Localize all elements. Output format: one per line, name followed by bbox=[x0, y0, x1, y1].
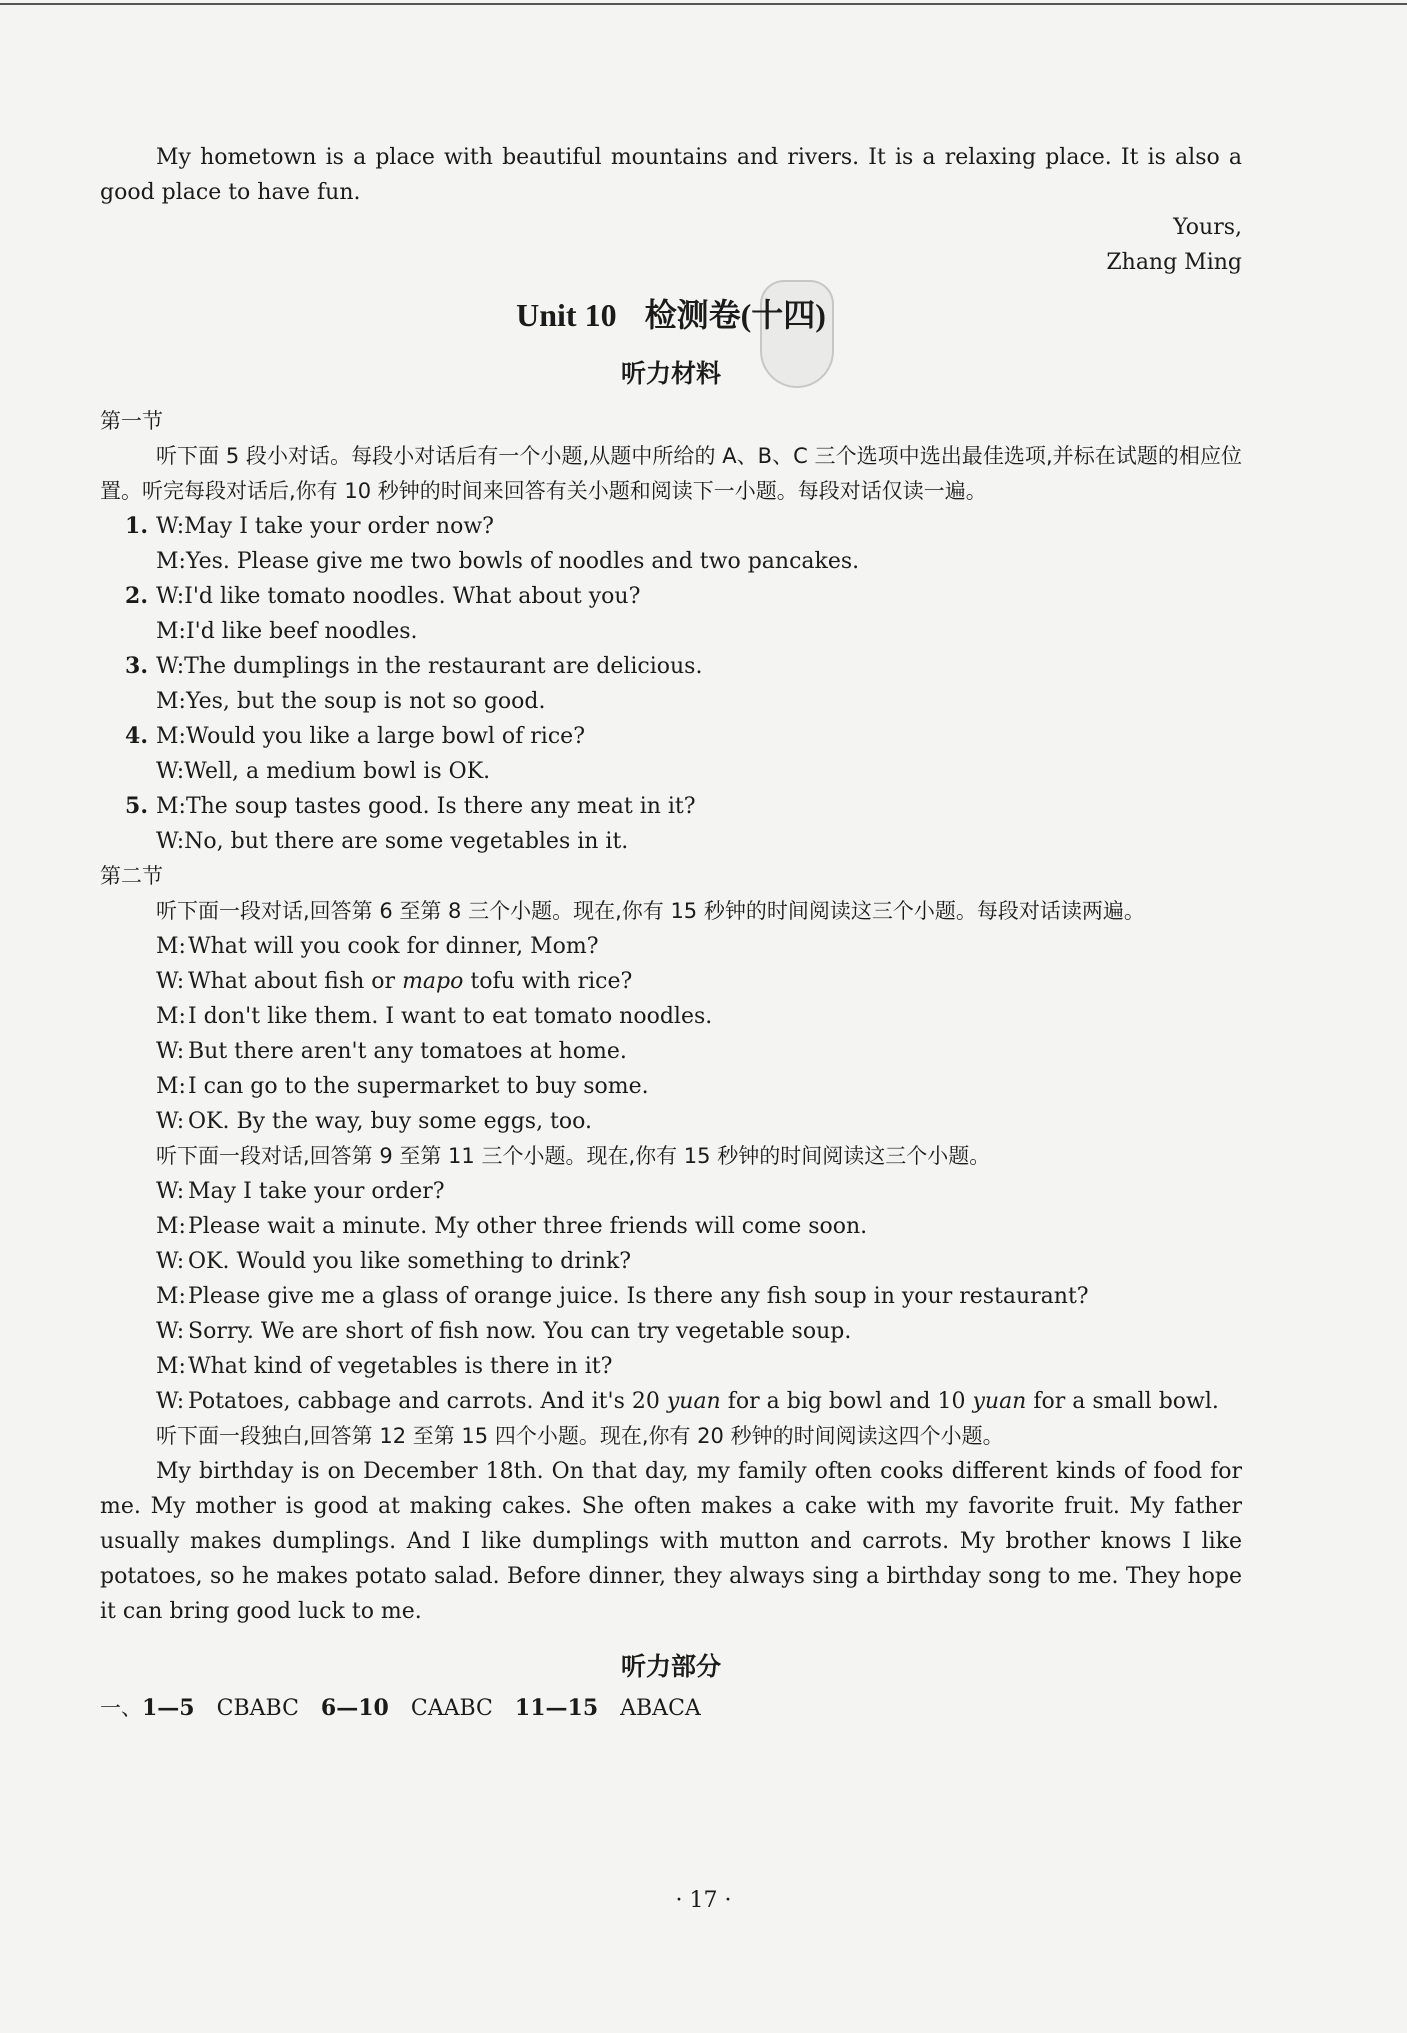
section1-dialogues bbox=[100, 509, 1242, 859]
dialogue-line bbox=[100, 1244, 1242, 1279]
top-border-line bbox=[0, 3, 1407, 5]
speaker-label: W: bbox=[156, 1389, 185, 1414]
speaker-label: M: bbox=[156, 549, 186, 574]
dialogue-line bbox=[100, 1279, 1242, 1314]
dialogue-text: Potatoes, cabbage and carrots. And it's 20 yuan for a big bowl and 10 yuan for a small bowl. bbox=[188, 1389, 1219, 1414]
speaker-label: W: bbox=[156, 1109, 185, 1134]
letter-closing: Yours, bbox=[1173, 215, 1242, 240]
speaker-label: M: bbox=[156, 724, 186, 749]
answer-letters: CAABC bbox=[410, 1696, 493, 1721]
dialogue-text: What kind of vegetables is there in it? bbox=[188, 1354, 613, 1379]
dialogue-text: Please give me a glass of orange juice. Is there any fish soup in your restaurant? bbox=[188, 1284, 1089, 1309]
page-number: · 17 · bbox=[675, 1888, 732, 1913]
dialogue-text: The soup tastes good. Is there any meat in it? bbox=[185, 794, 696, 819]
letter-signature: Zhang Ming bbox=[1106, 250, 1242, 275]
dialogue-text: Please wait a minute. My other three friends will come soon. bbox=[188, 1214, 868, 1239]
dialogue-line bbox=[100, 1174, 1242, 1209]
section1-instructions: 听下面 5 段小对话。每段小对话后有一个小题,从题中所给的 A、B、C 三个选项中选出最佳选项,并标在试题的相应位置。听完每段对话后,你有 10 秒钟的时间来回答有关小题和阅读下一小题。每段对话仅读一遍。 bbox=[100, 444, 1242, 503]
dialogue-text: I don't like them. I want to eat tomato noodles. bbox=[188, 1004, 713, 1029]
dialogue-text: May I take your order? bbox=[188, 1179, 445, 1204]
dialogue-text: Would you like a large bowl of rice? bbox=[185, 724, 585, 749]
speaker-label: M: bbox=[156, 1004, 186, 1029]
letter-paragraph: My hometown is a place with beautiful mountains and rivers. It is a relaxing place. It is also a good place to have fun. bbox=[100, 145, 1242, 205]
speaker-label: W: bbox=[156, 1179, 185, 1204]
dialogue-number: 5. bbox=[125, 793, 148, 819]
section2-intro-2: 听下面一段对话,回答第 9 至第 11 三个小题。现在,你有 15 秒钟的时间阅读这三个小题。 bbox=[156, 1144, 991, 1168]
dialogue-text: No, but there are some vegetables in it. bbox=[184, 829, 629, 854]
unit-title bbox=[100, 292, 1242, 338]
speaker-label: W: bbox=[156, 829, 185, 854]
dialogue-line bbox=[100, 719, 1242, 754]
speaker-label: M: bbox=[156, 689, 186, 714]
unit-label: Unit 10 bbox=[516, 297, 617, 333]
answer-letters: CBABC bbox=[216, 1696, 299, 1721]
dialogue-line bbox=[100, 754, 1242, 789]
dialogue-9-11 bbox=[100, 1174, 1242, 1419]
answer-key bbox=[100, 1691, 1242, 1726]
speaker-label: W: bbox=[156, 514, 185, 539]
dialogue-text: But there aren't any tomatoes at home. bbox=[188, 1039, 627, 1064]
speaker-label: M: bbox=[156, 1284, 186, 1309]
dialogue-text: Well, a medium bowl is OK. bbox=[184, 759, 491, 784]
dialogue-line bbox=[100, 789, 1242, 824]
dialogue-line bbox=[100, 649, 1242, 684]
dialogue-text: OK. Would you like something to drink? bbox=[188, 1249, 632, 1274]
section2-intro-1: 听下面一段对话,回答第 6 至第 8 三个小题。现在,你有 15 秒钟的时间阅读这三个小题。每段对话读两遍。 bbox=[156, 899, 1145, 923]
dialogue-text: I can go to the supermarket to buy some. bbox=[188, 1074, 649, 1099]
speaker-label: W: bbox=[156, 759, 185, 784]
dialogue-number: 4. bbox=[125, 723, 148, 749]
dialogue-line bbox=[100, 1349, 1242, 1384]
answer-letters: ABACA bbox=[620, 1696, 701, 1721]
dialogue-text: Yes, but the soup is not so good. bbox=[185, 689, 546, 714]
speaker-label: M: bbox=[156, 1354, 186, 1379]
dialogue-line bbox=[100, 614, 1242, 649]
answer-section-title: 听力部分 bbox=[620, 1652, 721, 1681]
speaker-label: W: bbox=[156, 654, 185, 679]
dialogue-text: What will you cook for dinner, Mom? bbox=[188, 934, 599, 959]
dialogue-line bbox=[100, 929, 1242, 964]
dialogue-text: I'd like beef noodles. bbox=[185, 619, 418, 644]
dialogue-line bbox=[100, 999, 1242, 1034]
dialogue-text: What about fish or mapo tofu with rice? bbox=[188, 969, 633, 994]
dialogue-line bbox=[100, 1314, 1242, 1349]
dialogue-line bbox=[100, 684, 1242, 719]
dialogue-number: 3. bbox=[125, 653, 148, 679]
document-page bbox=[100, 140, 1242, 1726]
answer-range: 1—5 bbox=[142, 1695, 195, 1721]
speaker-label: W: bbox=[156, 1039, 185, 1064]
dialogue-line bbox=[100, 1384, 1242, 1419]
dialogue-text: OK. By the way, buy some eggs, too. bbox=[188, 1109, 592, 1134]
dialogue-line bbox=[100, 509, 1242, 544]
dialogue-line bbox=[100, 824, 1242, 859]
speaker-label: W: bbox=[156, 1249, 185, 1274]
dialogue-line bbox=[100, 1069, 1242, 1104]
speaker-label: W: bbox=[156, 1319, 185, 1344]
speaker-label: M: bbox=[156, 794, 186, 819]
dialogue-6-8 bbox=[100, 929, 1242, 1139]
dialogue-text: The dumplings in the restaurant are delicious. bbox=[184, 654, 703, 679]
test-name: 检测卷(十四) bbox=[644, 297, 826, 333]
dialogue-number: 1. bbox=[125, 513, 148, 539]
dialogue-line bbox=[100, 544, 1242, 579]
answer-range: 6—10 bbox=[320, 1695, 389, 1721]
speaker-label: M: bbox=[156, 934, 186, 959]
speaker-label: M: bbox=[156, 1214, 186, 1239]
listening-material-title: 听力材料 bbox=[620, 359, 721, 388]
dialogue-line bbox=[100, 964, 1242, 999]
dialogue-text: I'd like tomato noodles. What about you? bbox=[184, 584, 641, 609]
dialogue-text: May I take your order now? bbox=[184, 514, 494, 539]
section2-heading: 第二节 bbox=[100, 864, 163, 888]
speaker-label: M: bbox=[156, 619, 186, 644]
answer-prefix: 一、 bbox=[100, 1696, 142, 1720]
speaker-label: W: bbox=[156, 969, 185, 994]
dialogue-text: Sorry. We are short of fish now. You can try vegetable soup. bbox=[188, 1319, 852, 1344]
dialogue-line bbox=[100, 579, 1242, 614]
answer-range: 11—15 bbox=[514, 1695, 599, 1721]
speaker-label: W: bbox=[156, 584, 185, 609]
dialogue-line bbox=[100, 1104, 1242, 1139]
speaker-label: M: bbox=[156, 1074, 186, 1099]
monologue: My birthday is on December 18th. On that day, my family often cooks different kinds of food for me. My mother is good at making cakes. She often makes a cake with my favorite fruit. My father usually makes dumplings. And I like dumplings with mutton and carrots. My brother knows I like potatoes, so he makes potato salad. Before dinner, they always sing a birthday song to me. They hope it can bring good luck to me. bbox=[100, 1459, 1242, 1624]
dialogue-number: 2. bbox=[125, 583, 148, 609]
dialogue-line bbox=[100, 1034, 1242, 1069]
dialogue-line bbox=[100, 1209, 1242, 1244]
dialogue-text: Yes. Please give me two bowls of noodles and two pancakes. bbox=[185, 549, 860, 574]
section2-intro-3: 听下面一段独白,回答第 12 至第 15 四个小题。现在,你有 20 秒钟的时间阅读这四个小题。 bbox=[156, 1424, 1004, 1448]
section1-heading: 第一节 bbox=[100, 409, 163, 433]
